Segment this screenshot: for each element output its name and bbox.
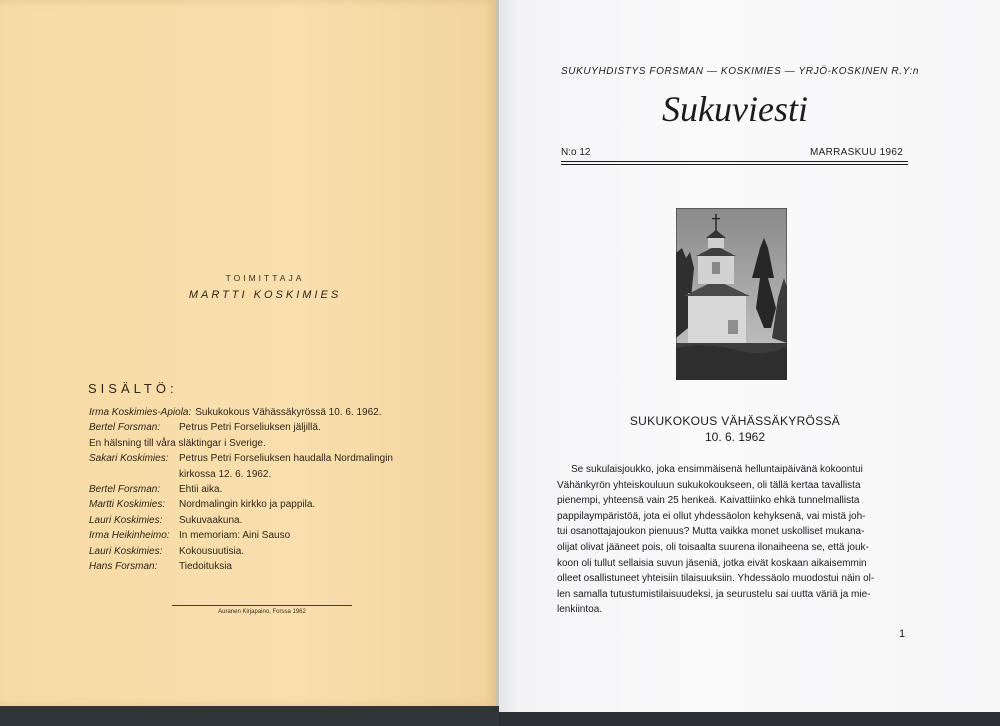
table-of-contents [89,405,449,574]
toc-title: Petrus Petri Forseliuksen jäljillä. [179,422,321,434]
toc-entry [89,544,449,559]
toc-author: Martti Koskimies: [89,499,166,511]
toc-title: Nordmalingin kirkko ja pappila. [179,499,316,511]
toc-title: Sukuvaakuna. [179,514,243,526]
masthead-rule-bottom [561,164,908,165]
toc-title: Sukukokous Vähässäkyrössä 10. 6. 1962. [195,407,382,418]
article-line: pienempi, yhteensä vain 25 henkeä. Kaivattiinko ehkä tunnelmallista [557,495,860,507]
article-body [557,462,907,618]
toc-entry-continuation [89,467,449,482]
article-line: pappilaympäristöä, jota ei ollut yhdessäolon kehyksenä, vai mistä joh- [557,510,866,522]
toc-entry [89,436,449,451]
toc-title: Kokousuutisia. [179,545,245,557]
article-line: tui osanottajajoukon pienuus? Mutta vaikka monet uskolliset mukana- [557,526,865,538]
issue-date: MARRASKUU 1962 [810,147,904,158]
page-number: 1 [899,628,906,640]
toc-author: Lauri Koskimies: [89,545,163,557]
toc-title: En hälsning till våra släktingar i Sverige. [89,437,266,449]
toc-title: kirkossa 12. 6. 1962. [179,468,272,480]
toc-title: Ehtii aika. [179,484,223,496]
issue-number: N:o 12 [561,147,591,158]
article-line: Vähänkyrön yhteiskouluun sukukokoukseen, oli tällä kertaa tavallista [557,479,861,491]
scan-background-strip [0,706,499,726]
toc-author: Irma Koskimies-Apiola: [89,407,192,418]
toc-entry [89,528,449,543]
toc-entry [89,513,449,528]
article-line: len samalla tutustumistilaisuudeksi, ja seurustelu sai uutta väriä ja mie- [557,588,871,600]
toc-entry [89,405,449,420]
masthead-title: Sukuviesti [662,89,808,129]
article-title: SUKUKOKOUS VÄHÄSSÄKYRÖSSÄ [629,414,841,428]
article-line: lenkiintoa. [557,604,603,616]
toc-author: Bertel Forsman: [89,484,161,496]
toc-author: Irma Heikinheimo: [89,530,170,542]
toc-author: Sakari Koskimies: [89,453,169,465]
toc-entry [89,451,449,466]
contents-heading: SISÄLTÖ: [88,381,178,396]
left-page [0,0,498,706]
printer-imprint: Auranen Kirjapaino, Forssa 1962 [218,609,306,615]
article-date: 10. 6. 1962 [704,430,766,444]
masthead-rule-top [561,161,908,162]
toc-entry [89,420,449,435]
publisher-line: SUKUYHDISTYS FORSMAN — KOSKIMIES — YRJÖ-KOSKINEN R.Y:n [561,66,920,77]
article-line: olijat olivat jääneet pois, oli toisaalta suurena ilonaiheena se, että jouk- [557,541,869,553]
printer-divider [172,605,352,606]
toc-author: Lauri Koskimies: [89,514,163,526]
toc-title: In memoriam: Aini Sauso [179,530,291,542]
editor-label: TOIMITTAJA [225,273,305,283]
toc-author: Bertel Forsman: [89,422,161,434]
church-photo [676,208,787,380]
toc-entry [89,497,449,512]
toc-title: Petrus Petri Forseliuksen haudalla Nordmalingin [179,453,393,465]
article-line: olleet osallistuneet yhteisiin tilaisuuksiin. Yhdessäolo muodostui näin ol- [557,573,875,585]
article-line: koon oli tullut sellaisia suvun jäseniä, jotka eivät koskaan aikaisemmin [557,557,867,569]
toc-title: Tiedoituksia [179,561,232,573]
toc-entry [89,559,449,574]
editor-name: MARTTI KOSKIMIES [188,289,342,301]
article-line: Se sukulaisjoukko, joka ensimmäisenä helluntaipäivänä kokoontui [571,464,863,475]
toc-author: Hans Forsman: [89,561,158,573]
toc-entry [89,482,449,497]
